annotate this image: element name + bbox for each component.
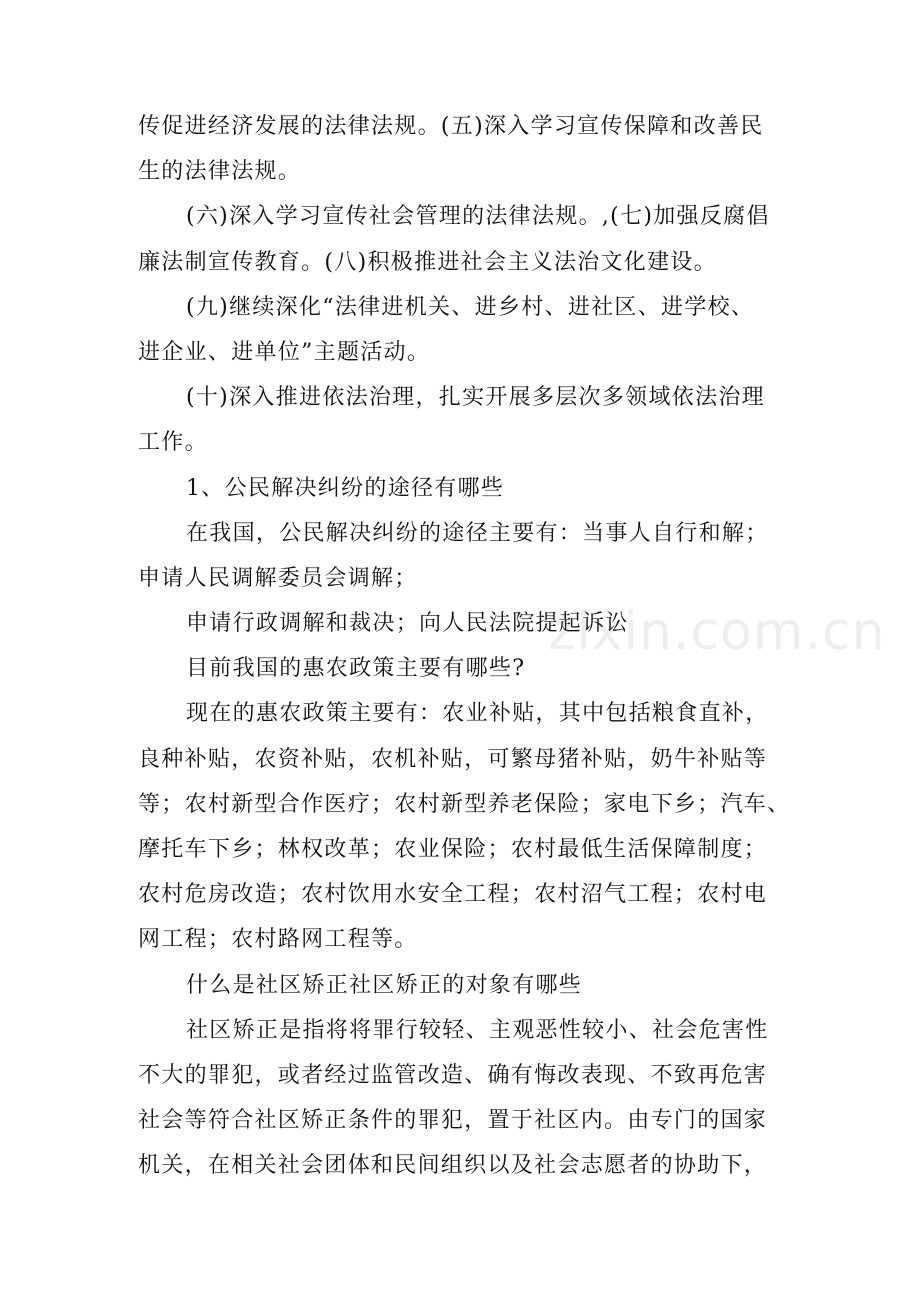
- text-line: 社会等符合社区矫正条件的罪犯，置于社区内。由专门的国家: [138, 1108, 768, 1134]
- paragraph-start-line: 社区矫正是指将将罪行较轻、主观恶性较小、社会危害性: [186, 1017, 769, 1043]
- text-line: 农村危房改造；农村饮用水安全工程；农村沼气工程；农村电: [138, 882, 768, 908]
- paragraph-start-line: 在我国，公民解决纠纷的途径主要有：当事人自行和解；: [186, 520, 769, 546]
- text-line: 申请人民调解委员会调解；: [138, 565, 418, 591]
- paragraph-start-line: (六)深入学习宣传社会管理的法律法规。,(七)加强反腐倡: [186, 204, 770, 230]
- paragraph-start-line: (九)继续深化“法律进机关、进乡村、进社区、进学校、: [186, 294, 755, 320]
- text-line: 工作。: [138, 430, 208, 456]
- text-line: 良种补贴，农资补贴，农机补贴，可繁母猪补贴，奶牛补贴等: [138, 746, 768, 772]
- section-heading: 目前我国的惠农政策主要有哪些?: [186, 656, 526, 682]
- text-line: 摩托车下乡；林权改革；农业保险；农村最低生活保障制度；: [138, 837, 768, 862]
- section-heading: 1、公民解决纠纷的途径有哪些: [186, 475, 505, 501]
- paragraph-start-line: 申请行政调解和裁决；向人民法院提起诉讼: [186, 611, 629, 637]
- text-line: 生的法律法规。: [138, 159, 302, 185]
- text-line: 机关，在相关社会团体和民间组织以及社会志愿者的协助下，: [138, 1153, 768, 1179]
- text-line: 网工程；农村路网工程等。: [138, 927, 418, 953]
- text-line: 不大的罪犯，或者经过监管改造、确有悔改表现、不致再危害: [138, 1062, 768, 1088]
- paragraph-start-line: 现在的惠农政策主要有：农业补贴，其中包括粮食直补，: [186, 701, 769, 727]
- paragraph-start-line: (十)深入推进依法治理，扎实开展多层次多领域依法治理: [186, 385, 765, 411]
- text-line: 传促进经济发展的法律法规。(五)深入学习宣传保障和改善民: [138, 114, 764, 139]
- watermark-text: zixin.com.cn: [548, 602, 886, 662]
- text-line: 等；农村新型合作医疗；农村新型养老保险；家电下乡；汽车、: [138, 791, 791, 817]
- section-heading: 什么是社区矫正社区矫正的对象有哪些: [186, 972, 583, 998]
- text-line: 进企业、进单位”主题活动。: [138, 339, 431, 365]
- text-line: 廉法制宣传教育。(八)积极推进社会主义法治文化建设。: [138, 249, 717, 275]
